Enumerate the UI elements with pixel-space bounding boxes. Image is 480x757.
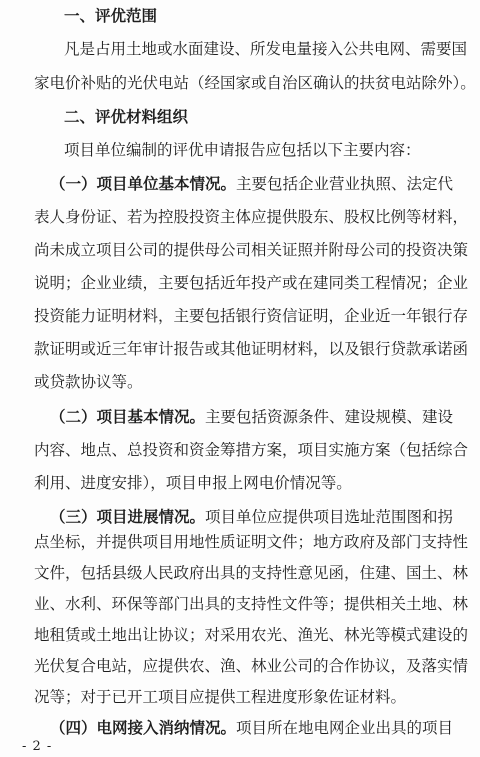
text-line: 内容、地点、总投资和资金筹措方案，项目实施方案（包括综合 — [34, 441, 469, 459]
text-line: 投资能力证明材料，主要包括银行资信证明，企业近一年银行存 — [34, 307, 469, 325]
section-heading-1: 一、评优范围 — [64, 7, 158, 25]
text-line: 地租赁或土地出让协议；对采用农光、渔光、林光等模式建设的 — [34, 626, 469, 644]
text-line: 业、水利、环保等部门出具的支持性文件等；提供相关土地、林 — [34, 595, 469, 613]
text-line: 尚未成立项目公司的提供母公司相关证照并附母公司的投资决策 — [34, 241, 469, 259]
text-line: 款证明或近三年审计报告或其他证明材料，以及银行贷款承诺函 — [34, 340, 469, 358]
text-line: 表人身份证、若为控股投资主体应提供股东、股权比例等材料， — [34, 208, 469, 226]
text-line: 家电价补贴的光伏电站（经国家或自治区确认的扶贫电站除外）。 — [34, 74, 476, 92]
subheading-project-unit: （一）项目单位基本情况。 — [50, 175, 237, 193]
text-span: 主要包括资源条件、建设规模、建设 — [205, 408, 454, 426]
paragraph-line — [50, 174, 480, 194]
subheading-project-progress: （三）项目进展情况。 — [50, 508, 206, 526]
text-line: 凡是占用土地或水面建设、所发电量接入公共电网、需要国 — [64, 40, 468, 58]
paragraph-line — [50, 718, 480, 738]
text-line: 光伏复合电站，应提供农、渔、林业公司的合作协议，及落实情 — [34, 657, 469, 675]
subheading-project-basics: （二）项目基本情况。 — [50, 408, 206, 426]
text-line: 点坐标，并提供项目用地性质证明文件；地方政府及部门支持性 — [34, 533, 469, 551]
paragraph-line — [50, 507, 480, 527]
subheading-grid-connection: （四）电网接入消纳情况。 — [50, 719, 237, 737]
text-line: 文件，包括县级人民政府出具的支持性意见函，住建、国土、林 — [34, 564, 469, 582]
section-heading-2: 二、评优材料组织 — [64, 108, 189, 126]
text-span: 项目单位应提供项目选址范围图和拐 — [205, 508, 454, 526]
text-line: 项目单位编制的评优申请报告应包括以下主要内容： — [64, 141, 421, 159]
text-line: 利用、进度安排），项目申报上网电价情况等。 — [34, 474, 352, 492]
page-number: - 2 - — [22, 739, 53, 754]
text-line: 说明；企业业绩，主要包括近年投产或在建同类工程情况；企业 — [34, 274, 469, 292]
text-span: 主要包括企业营业执照、法定代 — [236, 175, 454, 193]
paragraph-line — [50, 407, 480, 427]
text-line: 或贷款协议等。 — [34, 373, 143, 391]
text-span: 项目所在地电网企业出具的项目 — [236, 719, 454, 737]
text-line: 况等；对于已开工项目应提供工程进度形象佐证材料。 — [34, 688, 407, 706]
